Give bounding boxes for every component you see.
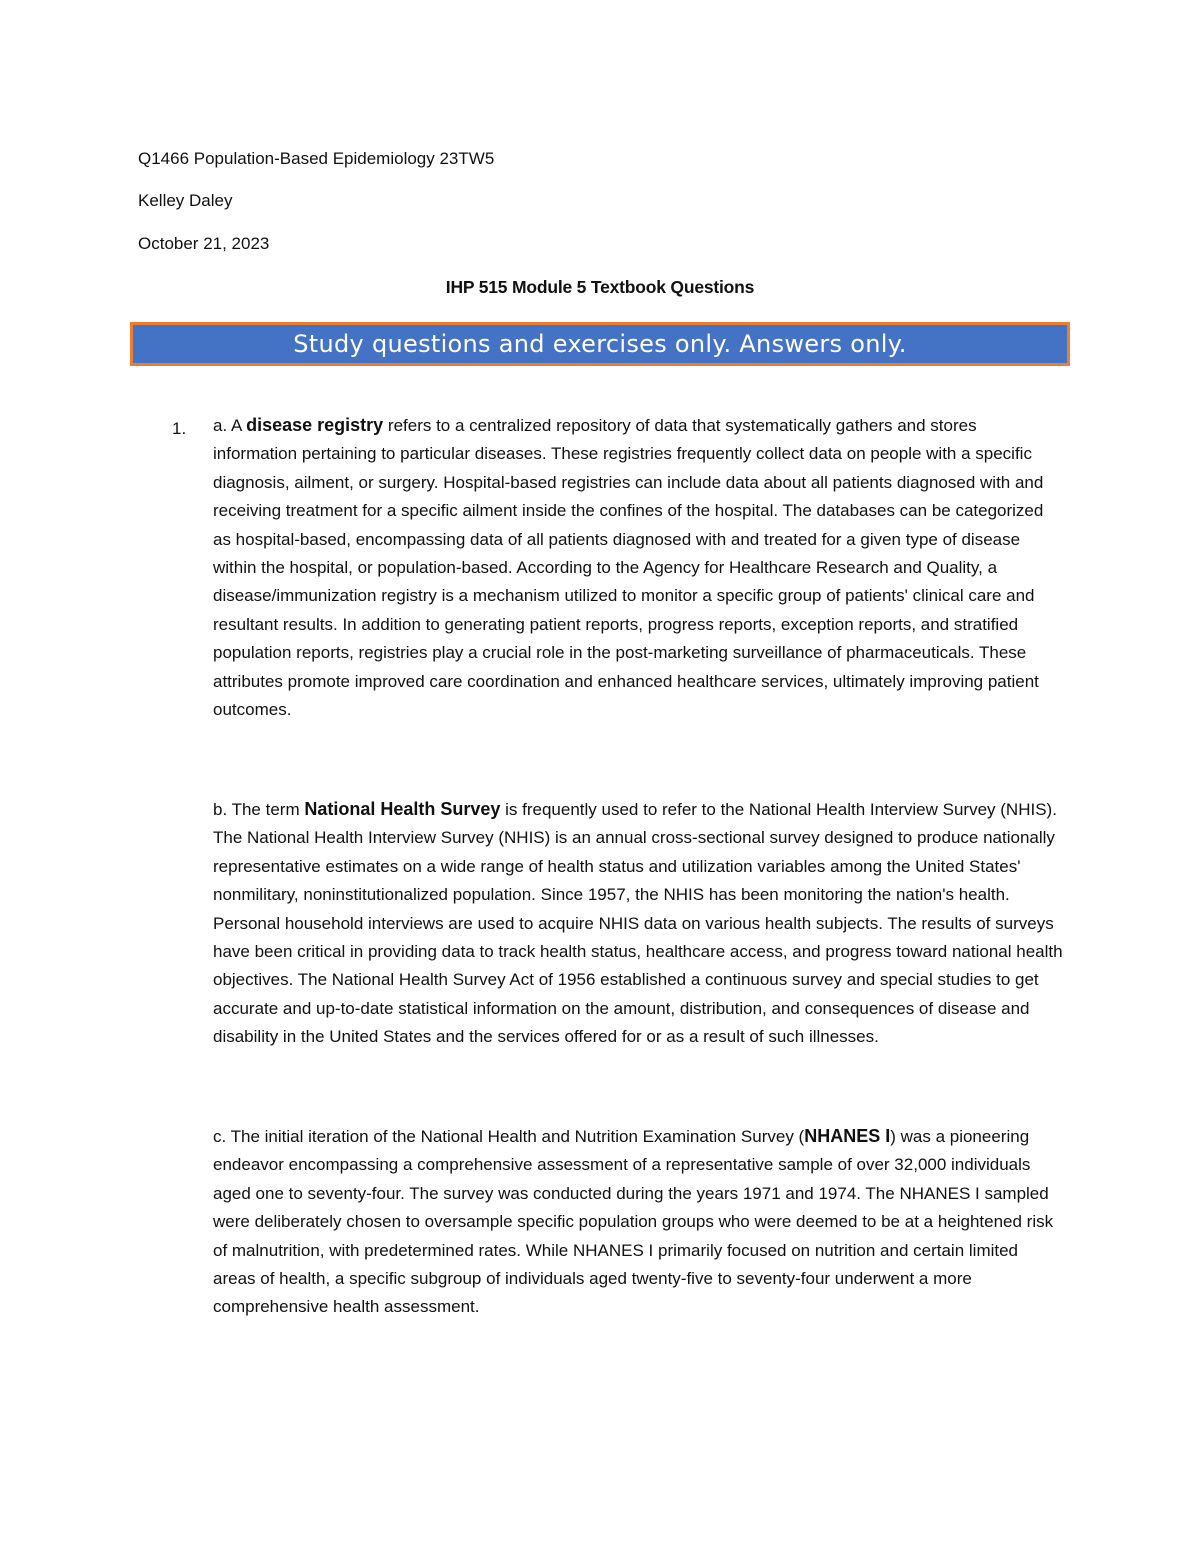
- answer-c-body: ) was a pioneering endeavor encompassing a comprehensive assessment of a representative sample of over 32,000 individuals aged one to seventy-four. The survey was conducted during the years 1971 and 1974. The NHANES I sampled were deliberately chosen to oversample specific population groups who were deemed to be at a heightened risk of malnutrition, with predetermined rates. While NHANES I primarily focused on nutrition and certain limited areas of health, a specific subgroup of individuals aged twenty-five to seventy-four underwent a more comprehensive health assessment.: [213, 1127, 1054, 1317]
- date-line: October 21, 2023: [138, 234, 270, 253]
- answer-b-paragraph: [213, 795, 1063, 1052]
- answer-c-paragraph: [213, 1122, 1063, 1322]
- author-line: Kelley Daley: [138, 191, 233, 210]
- banner-text: Study questions and exercises only. Answers only.: [293, 330, 907, 358]
- answer-c-prefix: c. The initial iteration of the National Health and Nutrition Examination Survey (: [213, 1127, 805, 1146]
- document-title: IHP 515 Module 5 Textbook Questions: [445, 277, 755, 297]
- answer-a-term: disease registry: [246, 415, 384, 435]
- answer-b-term: National Health Survey: [304, 799, 501, 819]
- answer-a-prefix: a. A: [213, 416, 247, 435]
- course-line: Q1466 Population-Based Epidemiology 23TW5: [138, 149, 495, 168]
- answer-c-term: NHANES I: [804, 1126, 891, 1146]
- answer-a-paragraph: [213, 411, 1063, 724]
- answer-b-prefix: b. The term: [213, 800, 305, 819]
- answer-b-body: is frequently used to refer to the National Health Interview Survey (NHIS). The National Health Interview Survey (NHIS) is an annual cross-sectional survey designed to produce nationally representative estimates on a wide range of health status and utilization variables among the United States' nonmilitary, noninstitutionalized population. Since 1957, the NHIS has been monitoring the nation's health. Personal household interviews are used to acquire NHIS data on various health subjects. The results of surveys have been critical in providing data to track health status, healthcare access, and progress toward national health objectives. The National Health Survey Act of 1956 established a continuous survey and special studies to get accurate and up-to-date statistical information on the amount, distribution, and consequences of disease and disability in the United States and the services offered for or as a result of such illnesses.: [213, 800, 1063, 1047]
- list-number: 1.: [172, 419, 187, 438]
- instruction-banner: [130, 322, 1070, 366]
- answer-a-body: refers to a centralized repository of data that systematically gathers and stores information pertaining to particular diseases. These registries frequently collect data on people with a specific diagnosis, ailment, or surgery. Hospital-based registries can include data about all patients diagnosed with and receiving treatment for a specific ailment inside the confines of the hospital. The databases can be categorized as hospital-based, encompassing data of all patients diagnosed with and treated for a given type of disease within the hospital, or population-based. According to the Agency for Healthcare Research and Quality, a disease/immunization registry is a mechanism utilized to monitor a specific group of patients' clinical care and resultant results. In addition to generating patient reports, progress reports, exception reports, and stratified population reports, registries play a crucial role in the post-marketing surveillance of pharmaceuticals. These attributes promote improved care coordination and enhanced healthcare services, ultimately improving patient outcomes.: [213, 416, 1044, 720]
